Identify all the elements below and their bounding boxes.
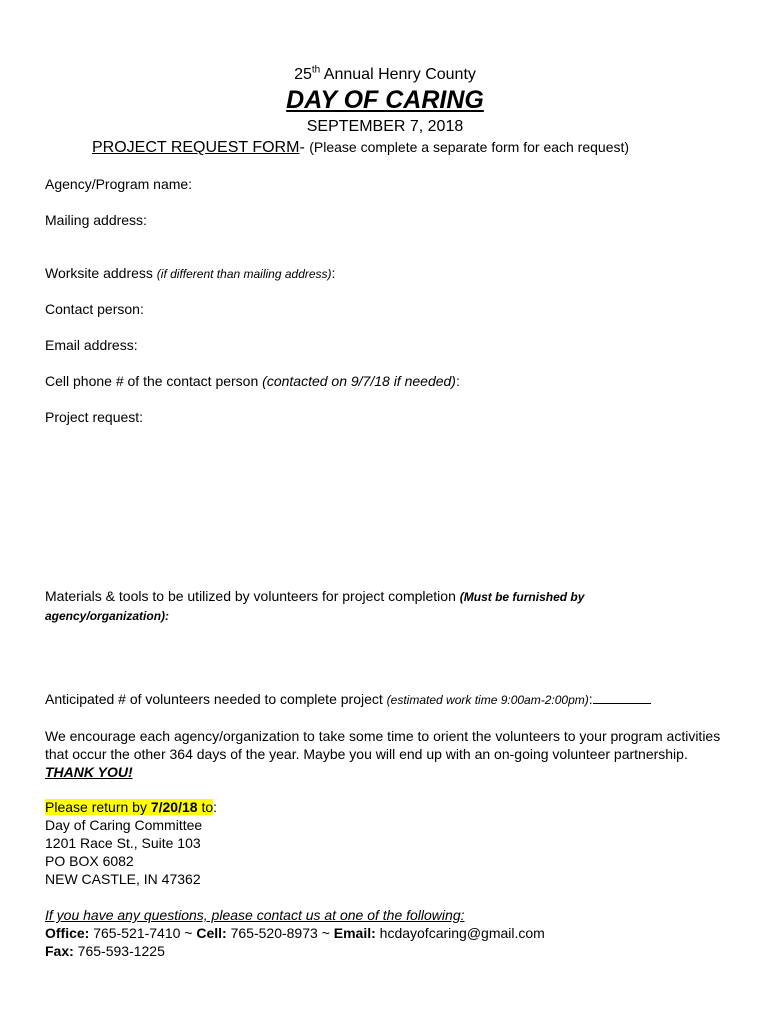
form-title: PROJECT REQUEST FORM	[92, 139, 300, 156]
materials-field-label	[45, 587, 655, 625]
return-prefix: Please return by	[45, 799, 151, 815]
cell-label: Cell phone # of the contact person	[45, 373, 263, 389]
email-address[interactable]: hcdayofcaring@gmail.com	[375, 925, 545, 941]
contact-phones-line	[45, 925, 545, 941]
materials-note: (Must be furnished by agency/organization):	[45, 590, 585, 623]
worksite-note: (if different than mailing address)	[156, 267, 332, 281]
cell-note: (contacted on 9/7/18 if needed)	[262, 373, 456, 389]
form-title-dash: -	[299, 139, 310, 156]
address-line: PO BOX 6082	[45, 853, 134, 869]
office-label: Office:	[45, 925, 90, 941]
mailing-field-label: Mailing address:	[45, 212, 147, 228]
address-line: NEW CASTLE, IN 47362	[45, 871, 201, 887]
contact-field-label: Contact person:	[45, 301, 144, 317]
page-title: DAY OF CARING	[286, 86, 484, 114]
cell-colon: :	[455, 373, 460, 389]
volunteers-note: (estimated work time 9:00am-2:00pm)	[386, 693, 589, 707]
questions-intro: If you have any questions, please contact us at one of the following:	[45, 907, 465, 923]
email-field-label: Email address:	[45, 337, 138, 353]
event-date: SEPTEMBER 7, 2018	[306, 118, 464, 135]
anniversary-number: 25	[294, 66, 312, 83]
cell-label: Cell:	[196, 925, 227, 941]
event-anniversary	[0, 66, 770, 84]
encourage-text: We encourage each agency/organization to take some time to orient the volunteers to your program activities that occur the other 364 days of the year. Maybe you will end up with an on-going volunteer partnership.	[45, 728, 721, 762]
return-date: 7/20/18	[150, 799, 198, 815]
worksite-field-label	[45, 265, 335, 281]
agency-field-label: Agency/Program name:	[45, 176, 193, 192]
form-note: (Please complete a separate form for each request)	[309, 139, 630, 155]
cell-field-label	[45, 373, 460, 389]
volunteers-label: Anticipated # of volunteers needed to complete project	[45, 691, 387, 707]
return-instruction	[45, 799, 217, 815]
anniversary-text: Annual Henry County	[320, 66, 476, 83]
encourage-paragraph	[45, 727, 735, 781]
project-field-label: Project request:	[45, 409, 144, 425]
fax-label: Fax:	[45, 943, 74, 959]
fax-number: 765-593-1225	[73, 943, 165, 959]
anniversary-suffix: th	[311, 64, 321, 76]
volunteers-colon: :	[588, 691, 593, 707]
thank-you-text: THANK YOU!	[45, 764, 133, 780]
cell-number: 765-520-8973 ~	[226, 925, 334, 941]
return-suffix: to	[197, 799, 214, 815]
materials-label: Materials & tools to be utilized by volunteers for project completion	[45, 588, 460, 604]
fax-line	[45, 943, 165, 959]
office-number: 765-521-7410 ~	[89, 925, 197, 941]
return-colon: :	[213, 799, 218, 815]
volunteers-field-label	[45, 691, 651, 707]
worksite-label: Worksite address	[45, 265, 157, 281]
form-title-line	[92, 139, 629, 157]
return-highlight	[45, 799, 213, 815]
volunteers-blank-line[interactable]	[593, 691, 651, 704]
address-line: Day of Caring Committee	[45, 817, 203, 833]
address-line: 1201 Race St., Suite 103	[45, 835, 201, 851]
worksite-colon: :	[331, 265, 336, 281]
email-label: Email:	[333, 925, 376, 941]
